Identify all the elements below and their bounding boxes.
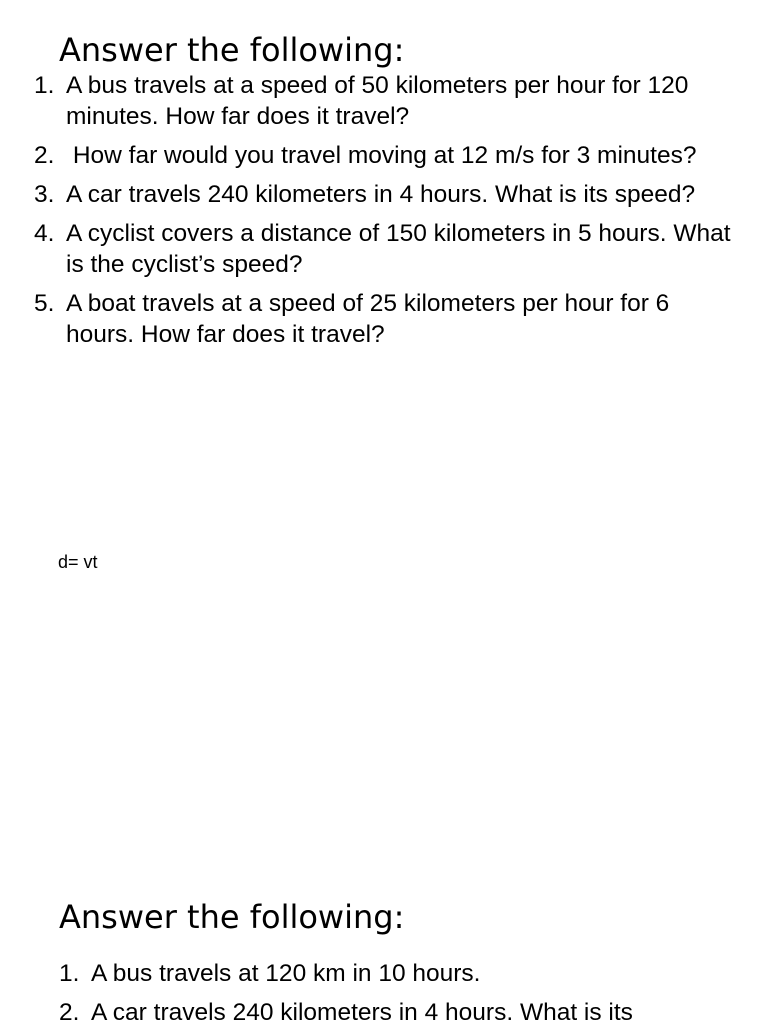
question-number: 4. xyxy=(34,220,55,247)
question-item xyxy=(59,997,759,1024)
section-one-question-list xyxy=(34,70,734,358)
question-number: 1. xyxy=(59,960,80,987)
question-text: A bus travels at 120 km in 10 hours. xyxy=(91,960,481,987)
question-item xyxy=(34,70,734,132)
question-number: 5. xyxy=(34,290,55,317)
distance-formula: d= vt xyxy=(58,552,98,572)
question-text: A car travels 240 kilometers in 4 hours. What is its speed? xyxy=(66,181,696,208)
question-text: A boat travels at a speed of 25 kilometers per hour for 6 hours. How far does it travel? xyxy=(66,290,670,348)
question-number: 1. xyxy=(34,72,55,99)
question-number: 2. xyxy=(34,142,55,169)
section-one-heading: Answer the following: xyxy=(59,31,405,69)
question-number: 3. xyxy=(34,181,55,208)
question-item xyxy=(34,218,734,280)
question-item xyxy=(59,958,759,989)
question-number: 2. xyxy=(59,999,80,1024)
question-text: How far would you travel moving at 12 m/s for 3 minutes? xyxy=(66,142,697,169)
question-text: A car travels 240 kilometers in 4 hours. What is its xyxy=(91,999,633,1024)
section-two-question-list xyxy=(59,958,759,1024)
question-text: A cyclist covers a distance of 150 kilometers in 5 hours. What is the cyclist’s speed? xyxy=(66,220,731,278)
section-two-heading: Answer the following: xyxy=(59,898,405,936)
question-text: A bus travels at a speed of 50 kilometers per hour for 120 minutes. How far does it travel? xyxy=(66,72,689,130)
question-item xyxy=(34,140,734,171)
question-item xyxy=(34,288,734,350)
question-item xyxy=(34,179,734,210)
